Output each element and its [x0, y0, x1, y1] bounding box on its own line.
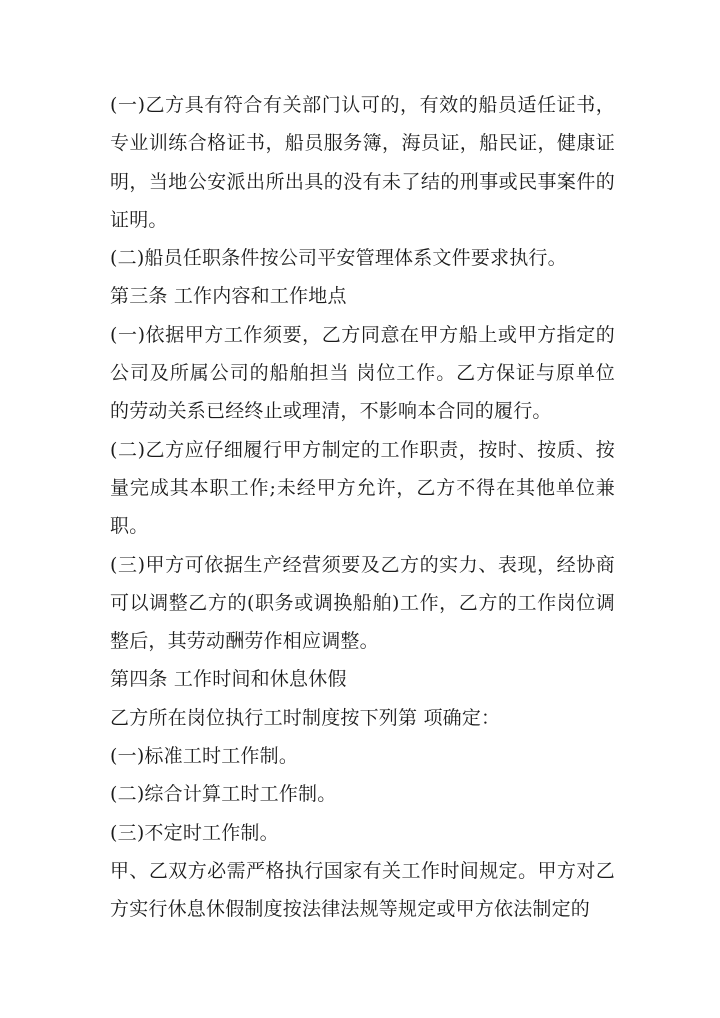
paragraph-working-hours-system: 乙方所在岗位执行工时制度按下列第 项确定：	[110, 706, 501, 729]
paragraph-appointment-conditions: (二)船员任职条件按公司平安管理体系文件要求执行。	[110, 247, 567, 270]
paragraph-qualification-certificates: (一)乙方具有符合有关部门认可的，有效的船员适任证书，专业训练合格证书，船员服务簿，海员证，船民证，健康证明，当地公安派出所出具的没有未了结的刑事或民事案件的证明。	[110, 94, 615, 231]
paragraph-position-adjustment: (三)甲方可依据生产经营须要及乙方的实力、表现，经协商可以调整乙方的(职务或调换船舶)工作，乙方的工作岗位调整后，其劳动酬劳作相应调整。	[110, 553, 615, 653]
paragraph-duties: (二)乙方应仔细履行甲方制定的工作职责，按时、按质、按量完成其本职工作;未经甲方允许，乙方不得在其他单位兼职。	[110, 438, 615, 538]
paragraph-standard-hours: (一)标准工时工作制。	[110, 745, 299, 768]
heading-article-three: 第三条 工作内容和工作地点	[110, 285, 347, 308]
paragraph-comprehensive-hours: (二)综合计算工时工作制。	[110, 783, 337, 806]
paragraph-work-assignment: (一)依据甲方工作须要，乙方同意在甲方船上或甲方指定的公司及所属公司的船舶担当 岗位工作。乙方保证与原单位的劳动关系已经终止或理清，不影响本合同的履行。	[110, 323, 615, 423]
paragraph-flexible-hours: (三)不定时工作制。	[110, 821, 279, 844]
document-body	[110, 86, 615, 929]
heading-article-four: 第四条 工作时间和休息休假	[110, 668, 347, 691]
paragraph-rest-and-leave: 甲、乙双方必需严格执行国家有关工作时间规定。甲方对乙方实行休息休假制度按法律法规等规定或甲方依法制定的	[110, 859, 615, 921]
